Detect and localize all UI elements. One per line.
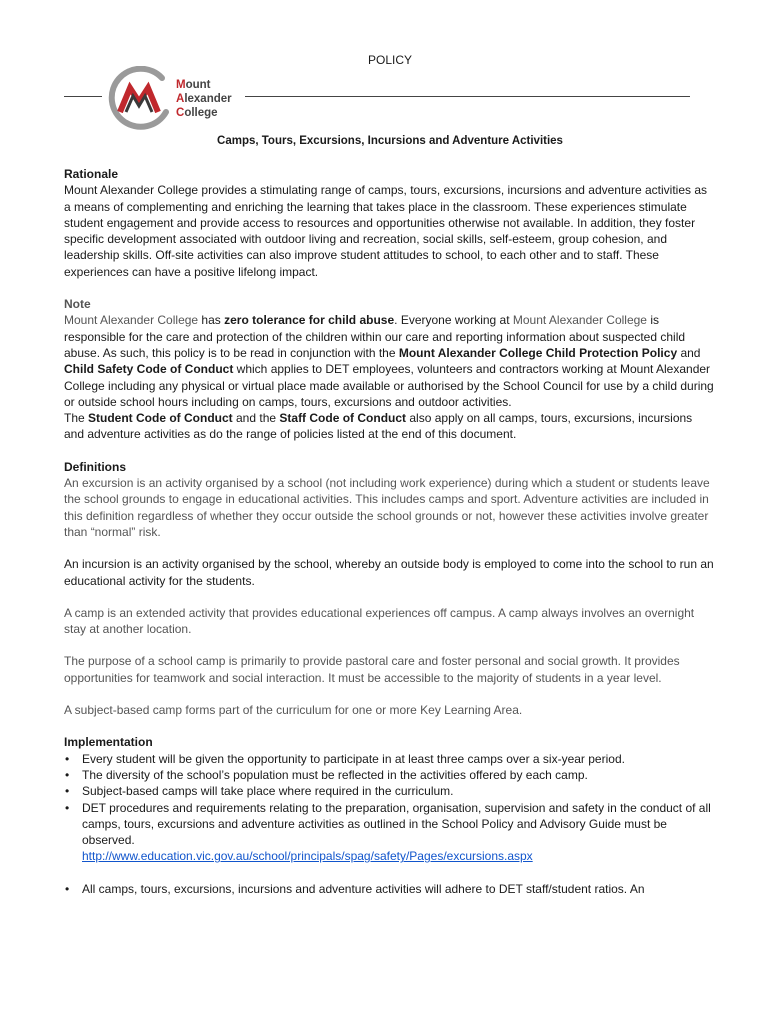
document-body (64, 166, 714, 897)
note-heading: Note (64, 297, 91, 312)
det-excursions-link[interactable]: http://www.education.vic.gov.au/school/principals/spag/safety/Pages/excursions.aspx (82, 849, 533, 864)
list-item: • Every student will be given the opportunity to participate in at least three camps over a six-year period. (82, 751, 714, 767)
definitions-heading: Definitions (64, 459, 126, 474)
implementation-heading: Implementation (64, 735, 153, 750)
definition-incursion: An incursion is an activity organised by the school, whereby an outside body is employed to come into the school to run an educational activity for the students. (64, 557, 714, 588)
college-logo (104, 66, 244, 132)
definition-camp-purpose: The purpose of a school camp is primarily to provide pastoral care and foster personal and social growth. It provides opportunities for teamwork and social interaction. It must be accessible to the majority of students in a year level. (64, 654, 680, 685)
definition-subject-camp: A subject-based camp forms part of the curriculum for one or more Key Learning Area. (64, 703, 523, 718)
header-rule-left (64, 96, 102, 97)
implementation-list-continued (64, 881, 714, 897)
list-item: • All camps, tours, excursions, incursions and adventure activities will adhere to DET staff/student ratios. An (82, 881, 714, 897)
implementation-list (64, 751, 714, 865)
logo-ring-icon (104, 66, 174, 132)
policy-label: POLICY (367, 53, 412, 67)
note-paragraph-2: The Student Code of Conduct and the Staff Code of Conduct also apply on all camps, tours, excursions, incursions and adventure activities as do the range of policies listed at the end of this document. (64, 411, 693, 442)
definition-excursion: An excursion is an activity organised by a school (not including work experience) during which a student or students leave the school grounds to engage in educational activities. This includes camps and sport. Adventure activities are included in this definition regardless of whether they occur outside the school grounds or not, however these activities involve greater than “normal” risk. (64, 476, 710, 539)
list-item: • Subject-based camps will take place where required in the curriculum. (82, 783, 714, 799)
header-rule-right (245, 96, 690, 97)
document-title: Camps, Tours, Excursions, Incursions and Adventure Activities (217, 135, 563, 147)
rationale-heading: Rationale (64, 167, 119, 181)
rationale-paragraph: Mount Alexander College provides a stimulating range of camps, tours, excursions, incursions and adventure activities as a means of complementing and enriching the learning that takes place in the classroom. These experiences stimulate student engagement and provide access to resources and opportunities otherwise not available. In addition, they foster specific development associated with outdoor living and recreation, social skills, self-esteem, group cohesion, and leadership skills. Off-site activities can also improve student attitudes to school, to each other and to staff. These experiences can have a positive lifelong impact. (64, 183, 708, 279)
list-item: • The diversity of the school’s population must be reflected in the activities offered by each camp. (82, 767, 714, 783)
logo-wordmark: Mount Alexander College (176, 79, 232, 119)
definition-camp: A camp is an extended activity that provides educational experiences off campus. A camp always involves an overnight stay at another location. (64, 605, 695, 637)
list-item: • DET procedures and requirements relating to the preparation, organisation, supervision and safety in the conduct of all camps, tours, excursions and adventure activities as outlined in the School Policy and Advisory Guide must be observed. http://www.education.vic.gov.au/school/principals/spag/safety/Pages/excursions.aspx (82, 800, 714, 865)
note-paragraph-1: Mount Alexander College has zero tolerance for child abuse. Everyone working at Mount Alexander College is responsible for the care and protection of the children within our care and reporting information about suspected child abuse. As such, this policy is to be read in conjunction with the Mount Alexander College Child Protection Policy and Child Safety Code of Conduct which applies to DET employees, volunteers and contractors working at Mount Alexander College including any physical or virtual place made available or authorised by the School Council for use by a child during or outside school hours including on camps, tours, excursions and outdoor activities. (64, 313, 714, 409)
document-header (64, 66, 690, 132)
